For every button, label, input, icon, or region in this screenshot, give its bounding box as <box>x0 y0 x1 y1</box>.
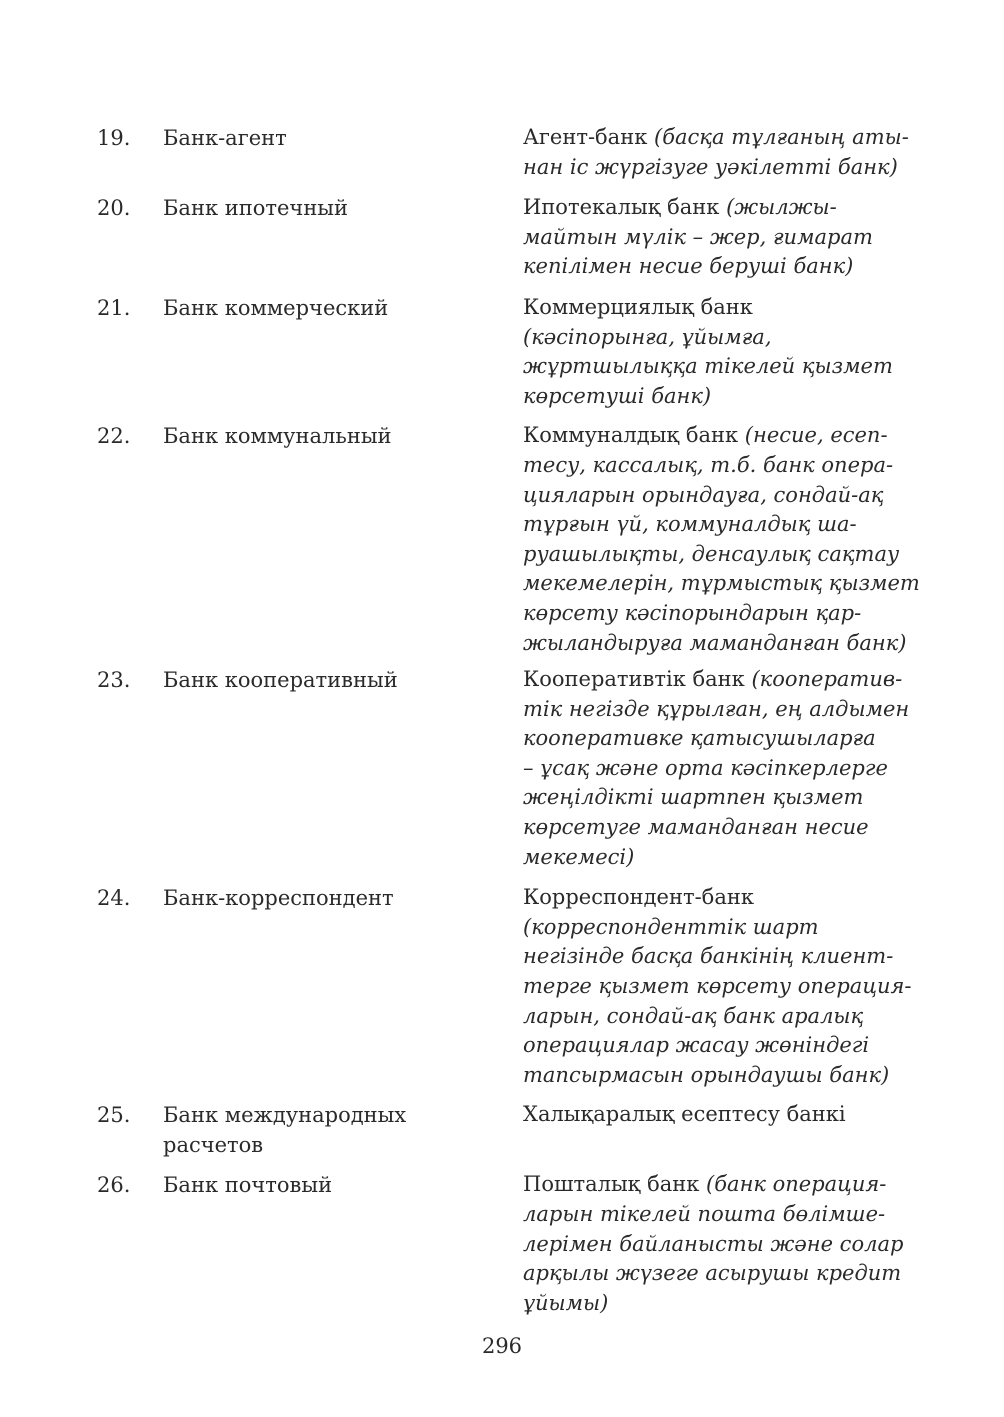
russian-term-line: расчетов <box>163 1133 264 1158</box>
kazakh-translation-line <box>523 352 917 382</box>
kazakh-description: – ұсақ және орта кәсіпкерлерге <box>523 755 888 780</box>
glossary-entry <box>97 1168 917 1318</box>
kazakh-description: (басқа тұлғаның аты- <box>654 125 909 149</box>
kazakh-translation-line <box>523 1100 917 1130</box>
kazakh-translation <box>523 881 917 1090</box>
russian-term <box>163 1098 523 1160</box>
kazakh-term: Коммуналдық банк <box>523 423 745 448</box>
kazakh-translation <box>523 1098 917 1130</box>
glossary-entry <box>97 1098 917 1160</box>
kazakh-translation-line <box>523 629 920 659</box>
kazakh-description: арқылы жүзеге асырушы кредит <box>523 1261 902 1286</box>
russian-term <box>163 881 523 913</box>
kazakh-description: (несие, есеп- <box>744 423 888 448</box>
kazakh-description: (жылжы- <box>726 195 837 220</box>
glossary-entry <box>97 191 917 282</box>
kazakh-description: тік негізде құрылған, ең алдымен <box>523 696 910 721</box>
kazakh-translation-line <box>523 451 920 481</box>
kazakh-description: тұрғын үй, коммуналдық ша- <box>523 512 857 537</box>
kazakh-translation-line <box>523 481 920 511</box>
glossary-entry <box>97 121 917 182</box>
kazakh-translation <box>523 291 917 411</box>
kazakh-description: (банк операция- <box>706 1172 887 1197</box>
entry-number: 22. <box>97 424 131 449</box>
kazakh-translation <box>523 1168 917 1318</box>
russian-term <box>163 419 523 451</box>
kazakh-term: Корреспондент-банк <box>523 885 754 910</box>
russian-term-line: Банк почтовый <box>163 1173 333 1198</box>
kazakh-translation <box>523 191 917 282</box>
kazakh-description: жұртшылыққа тікелей қызмет <box>523 354 893 379</box>
kazakh-description: жыландыруға маманданған банк) <box>523 630 907 655</box>
kazakh-translation <box>523 419 920 658</box>
kazakh-description: ларын, сондай-ақ банк аралық <box>523 1003 864 1028</box>
kazakh-description: майтын мүлік – жер, ғимарат <box>523 224 873 249</box>
kazakh-translation-line <box>523 942 917 972</box>
entry-number: 25. <box>97 1103 131 1128</box>
kazakh-description: руашылықты, денсаулық сақтау <box>523 541 900 566</box>
kazakh-term: Коммерциялық банк <box>523 294 753 319</box>
kazakh-translation-line <box>523 883 917 913</box>
kazakh-translation-line <box>523 695 917 725</box>
kazakh-description: көрсету кәсіпорындарын қар- <box>523 600 862 625</box>
kazakh-term: Кооперативтік банк <box>523 667 752 692</box>
glossary-entries <box>97 121 920 1318</box>
kazakh-translation-line <box>523 913 917 943</box>
russian-term-line: Банк международных <box>163 1103 407 1128</box>
kazakh-description: көрсетуші банк) <box>523 383 712 408</box>
kazakh-translation-line <box>523 1002 917 1032</box>
kazakh-translation-line <box>523 123 917 153</box>
kazakh-translation-line <box>523 724 917 754</box>
entry-number: 20. <box>97 196 131 221</box>
kazakh-translation-line <box>523 293 917 323</box>
russian-term-line: Банк-корреспондент <box>163 886 394 911</box>
glossary-entry <box>97 291 917 411</box>
kazakh-term: Агент-банк <box>523 125 655 149</box>
kazakh-description: кепілімен несие беруші банк) <box>523 254 854 279</box>
russian-term <box>163 121 523 153</box>
kazakh-term: Халықаралық есептесу банкі <box>523 1102 846 1127</box>
glossary-entry <box>97 663 917 872</box>
kazakh-translation-line <box>523 223 917 253</box>
kazakh-description: (корреспонденттік шарт <box>523 914 819 939</box>
page-number: 296 <box>481 1334 523 1358</box>
entry-number: 21. <box>97 295 131 320</box>
kazakh-description: терге қызмет көрсету операция- <box>523 974 912 999</box>
kazakh-term: Пошталық банк <box>523 1172 707 1197</box>
kazakh-description: мекемелерін, тұрмыстық қызмет <box>523 571 920 596</box>
glossary-entry <box>97 881 917 1090</box>
entry-number: 23. <box>97 668 131 693</box>
glossary-entry <box>97 419 920 658</box>
kazakh-term: Ипотекалық банк <box>523 195 727 220</box>
russian-term <box>163 291 523 323</box>
kazakh-description: (кооператив- <box>751 667 903 692</box>
kazakh-description: нан іс жүргізуге уәкілетті банк) <box>523 154 898 179</box>
kazakh-translation-line <box>523 972 917 1002</box>
kazakh-description: жеңілдікті шартпен қызмет <box>523 785 864 810</box>
kazakh-description: лерімен байланысты және солар <box>523 1231 904 1256</box>
kazakh-description: тапсырмасын орындаушы банк) <box>523 1062 890 1087</box>
kazakh-description: операциялар жасау жөніндегі <box>523 1033 870 1058</box>
kazakh-translation-line <box>523 540 920 570</box>
kazakh-translation <box>523 121 917 182</box>
kazakh-translation-line <box>523 1170 917 1200</box>
russian-term-line: Банк-агент <box>163 126 287 150</box>
kazakh-translation <box>523 663 917 872</box>
kazakh-translation-line <box>523 1259 917 1289</box>
kazakh-description: ларын тікелей пошта бөлімше- <box>523 1202 886 1226</box>
kazakh-translation-line <box>523 569 920 599</box>
russian-term <box>163 663 523 695</box>
kazakh-translation-line <box>523 1200 917 1230</box>
kazakh-translation-line <box>523 599 920 629</box>
kazakh-translation-line <box>523 843 917 873</box>
kazakh-translation-line <box>523 1289 917 1319</box>
kazakh-translation-line <box>523 421 920 451</box>
russian-term-line: Банк коммунальный <box>163 424 392 449</box>
kazakh-description: көрсетуге маманданған несие <box>523 815 869 840</box>
kazakh-translation-line <box>523 783 917 813</box>
kazakh-translation-line <box>523 754 917 784</box>
kazakh-description: цияларын орындауға, сондай-ақ <box>523 482 884 507</box>
entry-number: 24. <box>97 886 131 911</box>
kazakh-translation-line <box>523 1061 917 1091</box>
russian-term-line: Банк кооперативный <box>163 668 398 693</box>
kazakh-translation-line <box>523 510 920 540</box>
kazakh-description: негізінде басқа банкінің клиент- <box>523 944 894 969</box>
entry-number: 26. <box>97 1173 131 1198</box>
kazakh-description: (кәсіпорынға, ұйымға, <box>523 324 772 349</box>
kazakh-description: тесу, кассалық, т.б. банк опера- <box>523 452 894 477</box>
kazakh-translation-line <box>523 665 917 695</box>
kazakh-description: мекемесі) <box>523 844 635 869</box>
kazakh-translation-line <box>523 193 917 223</box>
kazakh-translation-line <box>523 382 917 412</box>
russian-term <box>163 1168 523 1200</box>
russian-term-line: Банк коммерческий <box>163 295 389 320</box>
kazakh-translation-line <box>523 153 917 183</box>
kazakh-description: ұйымы) <box>523 1290 609 1315</box>
russian-term <box>163 191 523 223</box>
kazakh-translation-line <box>523 323 917 353</box>
kazakh-translation-line <box>523 1230 917 1260</box>
kazakh-translation-line <box>523 1031 917 1061</box>
entry-number: 19. <box>97 126 131 150</box>
kazakh-description: кооперативке қатысушыларға <box>523 726 876 751</box>
russian-term-line: Банк ипотечный <box>163 196 349 221</box>
kazakh-translation-line <box>523 252 917 282</box>
kazakh-translation-line <box>523 813 917 843</box>
